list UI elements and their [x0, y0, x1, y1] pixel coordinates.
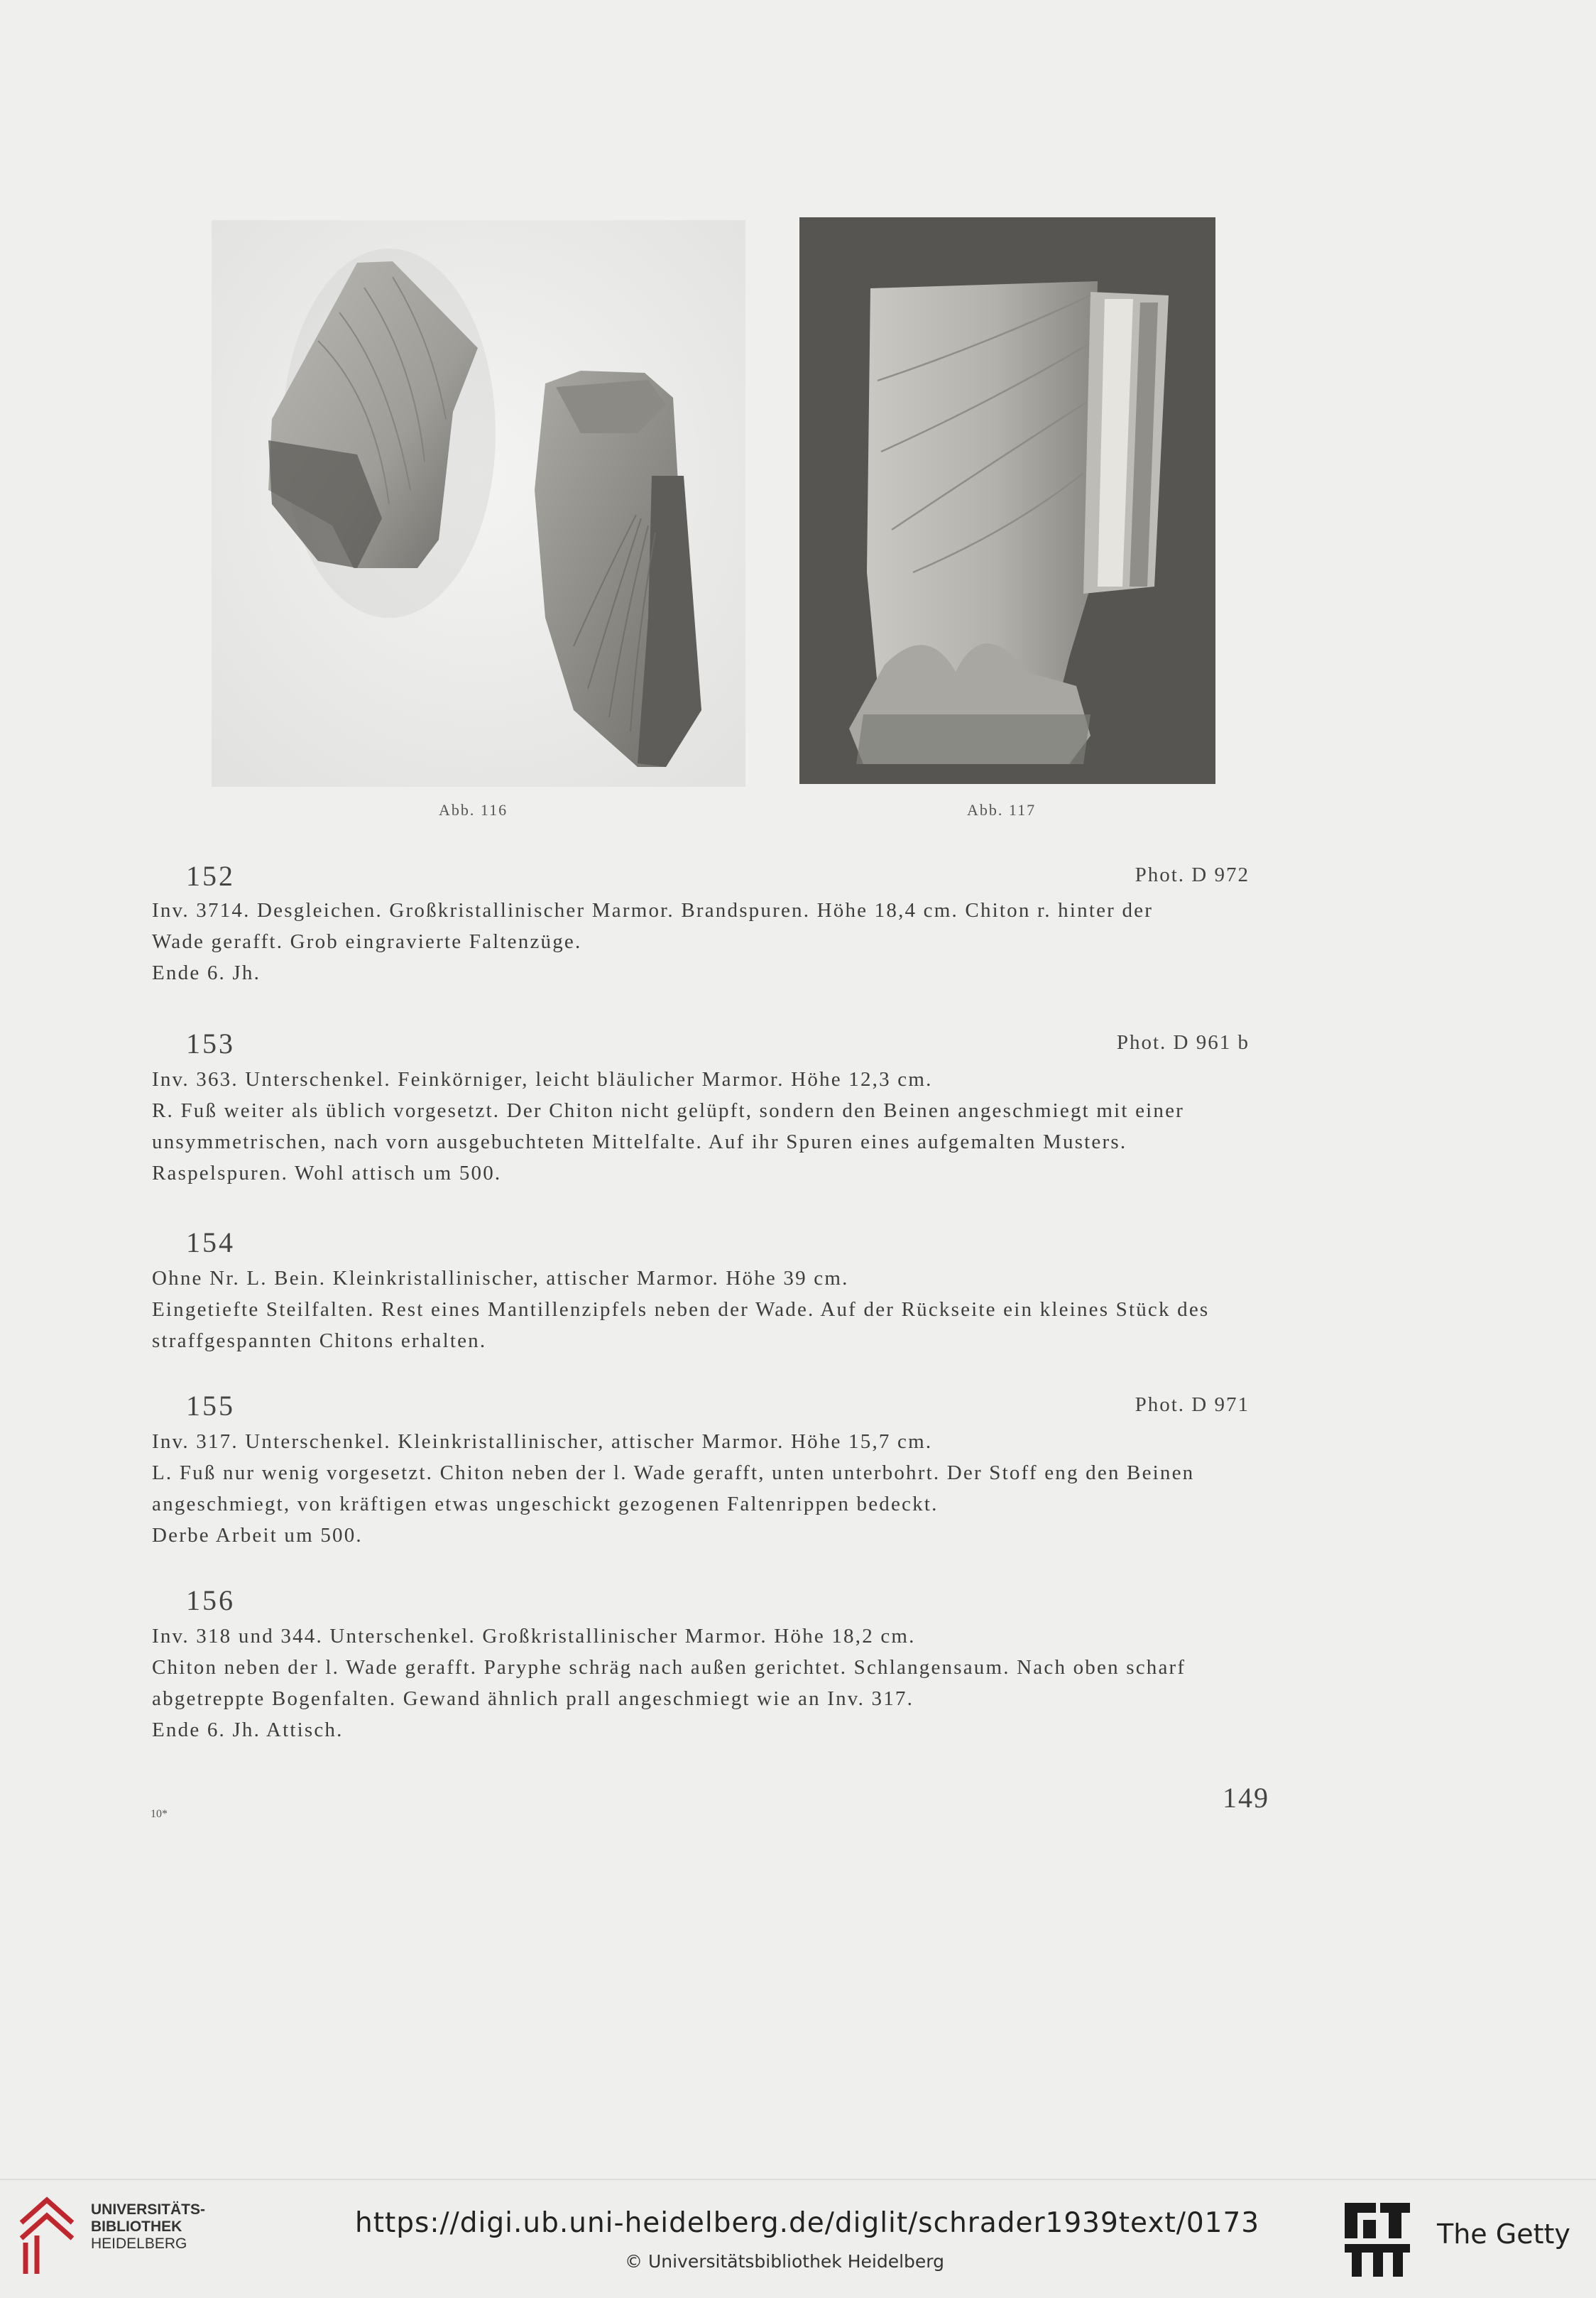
permalink-url[interactable]: https://digi.ub.uni-heidelberg.de/diglit/schrader1939text/0173	[355, 2207, 1260, 2239]
footer-bar	[0, 2179, 1596, 2298]
getty-logo-icon[interactable]	[1342, 2200, 1413, 2280]
entry-text-line: Chiton neben der l. Wade gerafft. Paryphe schräg nach außen gerichtet. Schlangensaum. Nach oben scharf	[152, 1656, 1186, 1679]
figure-116-caption: Abb. 116	[439, 801, 508, 819]
entry-text-line: Inv. 3714. Desgleichen. Großkristallinischer Marmor. Brandspuren. Höhe 18,4 cm. Chiton r. hinter der	[152, 899, 1154, 922]
entry-text-line: Wade gerafft. Grob eingravierte Faltenzüge.	[152, 930, 582, 953]
signature-mark: 10*	[151, 1808, 168, 1820]
entry-text-line: Ende 6. Jh. Attisch.	[152, 1719, 344, 1741]
entry-text-line: Inv. 363. Unterschenkel. Feinkörniger, leicht bläulicher Marmor. Höhe 12,3 cm.	[152, 1068, 933, 1091]
entry-text-line: Eingetiefte Steilfalten. Rest eines Mantillenzipfels neben der Wade. Auf der Rückseite ein kleines Stück des	[152, 1298, 1210, 1321]
entry-text-line: Ohne Nr. L. Bein. Kleinkristallinischer, attischer Marmor. Höhe 39 cm.	[152, 1267, 849, 1290]
photo-reference: Phot. D 972	[1135, 864, 1250, 886]
library-name-line: UNIVERSITÄTS-	[91, 2201, 206, 2218]
entry-text-line: Inv. 318 und 344. Unterschenkel. Großkristallinischer Marmor. Höhe 18,2 cm.	[152, 1625, 916, 1648]
library-name-line: BIBLIOTHEK	[91, 2218, 182, 2235]
entry-number: 154	[186, 1226, 235, 1258]
library-name[interactable]	[91, 2201, 205, 2253]
entry-text-line: abgetreppte Bogenfalten. Gewand ähnlich prall angeschmiegt wie an Inv. 317.	[152, 1687, 914, 1710]
entry-number: 155	[186, 1390, 235, 1422]
entry-text-line: unsymmetrischen, nach vorn ausgebuchteten Mittelfalte. Auf ihr Spuren eines aufgemalten Musters.	[152, 1131, 1127, 1153]
figure-116-photo	[212, 220, 745, 787]
entry-number: 153	[186, 1028, 235, 1060]
entry-number: 156	[186, 1584, 235, 1616]
entry-text-line: Raspelspuren. Wohl attisch um 500.	[152, 1162, 502, 1185]
figure-117-photo	[799, 217, 1215, 784]
entry-text-line: angeschmiegt, von kräftigen etwas ungeschickt gezogenen Faltenrippen bedeckt.	[152, 1493, 939, 1515]
entry-text-line: Ende 6. Jh.	[152, 962, 261, 984]
entry-number: 152	[186, 860, 235, 892]
entry-text-line: Derbe Arbeit um 500.	[152, 1524, 363, 1547]
photo-reference: Phot. D 971	[1135, 1393, 1250, 1416]
figure-117-caption: Abb. 117	[967, 801, 1037, 819]
entry-text-line: straffgespannten Chitons erhalten.	[152, 1329, 487, 1352]
getty-name[interactable]: The Getty	[1437, 2218, 1570, 2250]
library-name-line: HEIDELBERG	[91, 2236, 187, 2252]
university-library-logo-icon[interactable]	[16, 2194, 78, 2280]
photo-reference: Phot. D 961 b	[1116, 1031, 1250, 1054]
copyright-notice: © Universitätsbibliothek Heidelberg	[625, 2251, 945, 2272]
page-number: 149	[1223, 1782, 1269, 1814]
entry-text-line: Inv. 317. Unterschenkel. Kleinkristallinischer, attischer Marmor. Höhe 15,7 cm.	[152, 1430, 933, 1453]
entry-text-line: R. Fuß weiter als üblich vorgesetzt. Der Chiton nicht gelüpft, sondern den Beinen angeschmiegt mit einer	[152, 1099, 1185, 1122]
entry-text-line: L. Fuß nur wenig vorgesetzt. Chiton neben der l. Wade gerafft, unten unterbohrt. Der Stoff eng den Beinen	[152, 1461, 1195, 1484]
